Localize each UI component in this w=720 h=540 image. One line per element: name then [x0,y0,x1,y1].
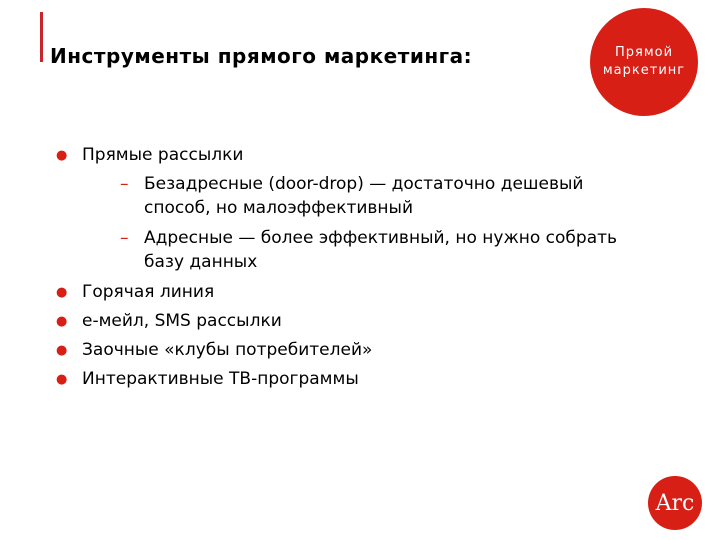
bullet-item-consumer-clubs [52,339,652,361]
bullet-icon: ● [56,372,68,387]
bullet-text: Заочные «клубы потребителей» [82,340,373,360]
sub-item-text: Адресные — более эффективный, но нужно собрать базу данных [144,228,618,272]
topic-badge [590,8,698,116]
sub-list [82,172,652,274]
badge-line-1: Прямой [614,45,674,60]
bullet-item-email-sms [52,310,652,332]
sub-item-unaddressed [82,172,652,220]
bullet-icon: ● [56,148,68,163]
bullet-icon: ● [56,285,68,300]
bullet-list [52,144,652,397]
arc-logo: Arc [648,476,702,530]
bullet-item-interactive-tv [52,368,652,390]
bullet-icon: ● [56,343,68,358]
bullet-text: Прямые рассылки [82,145,244,165]
sub-item-addressed [82,226,652,274]
title-accent-bar [40,12,43,62]
bullet-icon: ● [56,314,68,329]
bullet-item-hotline [52,281,652,303]
bullet-text: е-мейл, SMS рассылки [82,311,282,331]
dash-icon: – [120,174,129,194]
bullet-item-direct-mail [52,144,652,274]
dash-icon: – [120,228,129,248]
bullet-text: Интерактивные ТВ-программы [82,369,359,389]
badge-line-2: маркетинг [602,63,686,78]
bullet-text: Горячая линия [82,282,215,302]
sub-item-text: Безадресные (door-drop) — достаточно дешевый способ, но малоэффективный [144,174,584,218]
slide-title: Инструменты прямого маркетинга: [50,44,473,68]
